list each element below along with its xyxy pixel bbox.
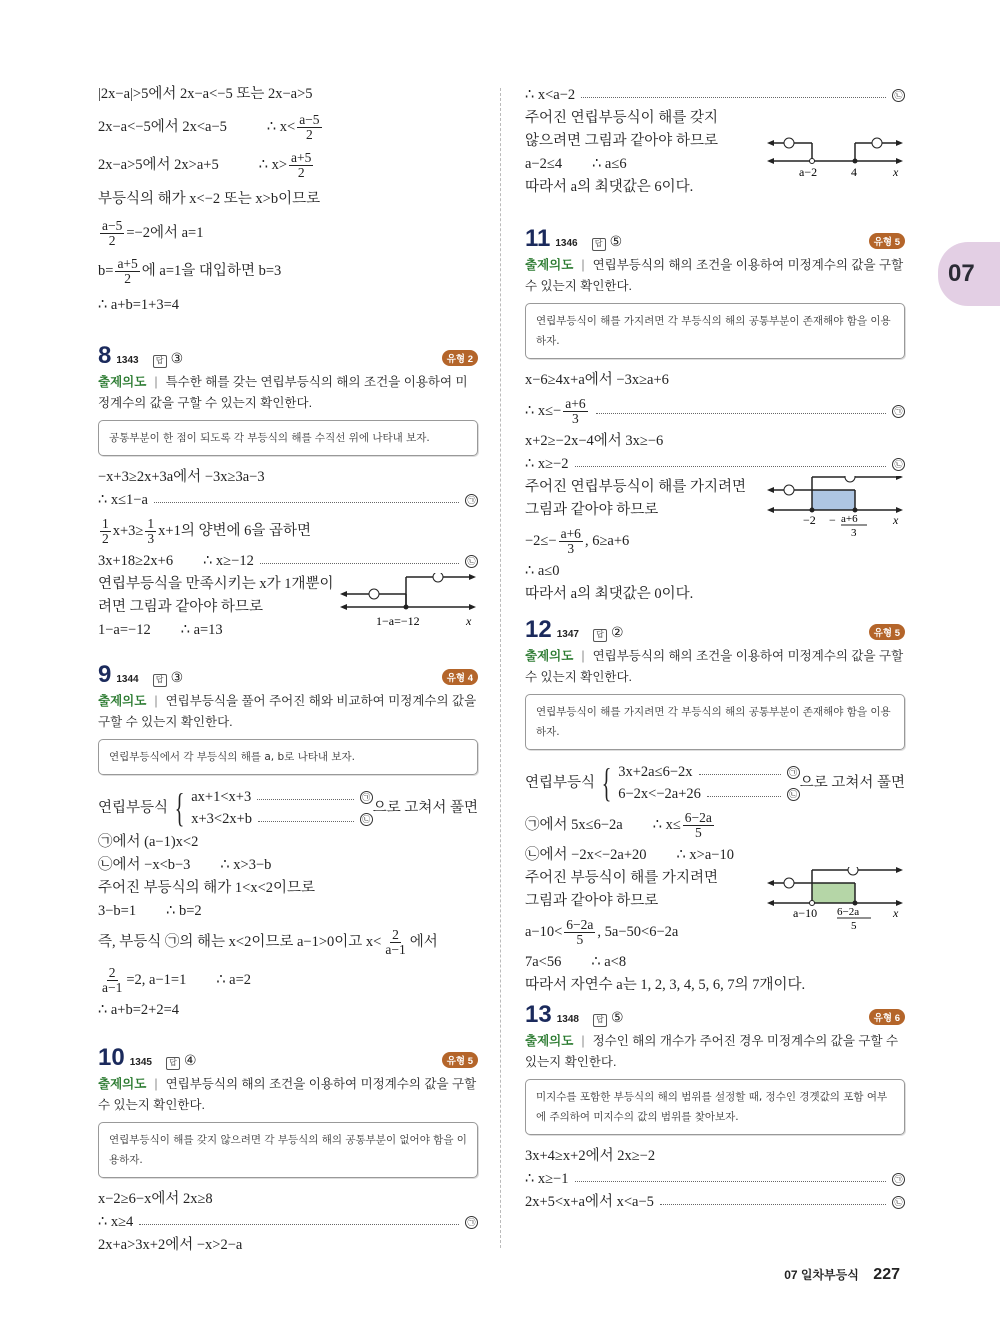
solution-line: |2x−a|>5에서 2x−a<−5 또는 2x−a>5: [98, 86, 313, 102]
right-column: [525, 84, 905, 1214]
solution-line: ∴ x<a−2 ㉡: [525, 84, 905, 107]
problem-header: 12 1347 답 ② 유형 5: [525, 616, 905, 646]
svg-text:1−a=−12: 1−a=−12: [376, 614, 420, 628]
answer-icon: 답: [153, 674, 167, 687]
solution-line: $\frac{a-5}{2}$ =−2에서 a=1: [102, 218, 204, 249]
problem-header: 10 1345 답 ④ 유형 5: [98, 1044, 478, 1074]
number-line-diagram: [765, 476, 905, 546]
svg-text:a+6: a+6: [841, 513, 858, 525]
solution-line: x+2≥−2x−4에서 3x≥−6: [525, 433, 664, 449]
answer-icon: 답: [593, 629, 607, 642]
svg-text:x: x: [466, 614, 472, 628]
fraction: $\frac{a-5}{2}$: [299, 112, 320, 143]
svg-text:4: 4: [851, 165, 857, 179]
inequality-system: 연립부등식 { ax+1<x+3 ㉠ x+3<2x+b ㉡ 으로 고쳐서 풀면: [98, 785, 478, 830]
solution-line: ∴ x≥−1 ㉠: [525, 1168, 905, 1191]
answer-icon: 답: [166, 1057, 180, 1070]
solution-line: 3−b=1 ∴ b=2: [98, 903, 202, 919]
hint-box: 연립부등식이 해를 가지려면 각 부등식의 해의 공통부분이 존재해야 함을 이용하자.: [525, 303, 905, 359]
type-badge: 유형 2: [442, 350, 478, 366]
number-line-diagram: [338, 573, 478, 633]
solution-line: $\frac{2}{a-1}$ =2, a−1=1 ∴ a=2: [102, 965, 252, 996]
problem-header: 11 1346 답 ⑤ 유형 5: [525, 225, 905, 255]
hint-box: 연립부등식이 해를 가지려면 각 부등식의 해의 공통부분이 존재해야 함을 이용하자.: [525, 694, 905, 750]
solution-block: 주어진 부등식이 해를 가지려면 그림과 같아야 하므로 a−10< $\frac{6-2a}{5}$ , 5a−50<6−2a 7a<56 ∴ a<8 따라서 자연수 a는 1, 2, 3, 4, 5, 6, 7의 7개이다. a−10 6−2a 5 x: [525, 867, 905, 987]
solution-line: 2x+5<x+a에서 x<a−5 ㉡: [525, 1191, 905, 1214]
hint-box: 미지수를 포함한 부등식의 해의 범위를 설정할 때, 정수인 경곗값의 포함 여부에 주의하여 미지수의 값의 범위를 찾아보자.: [525, 1079, 905, 1135]
svg-text:−: −: [829, 513, 836, 527]
number-line-diagram: [765, 867, 905, 937]
svg-text:6−2a: 6−2a: [837, 906, 860, 918]
svg-text:3: 3: [851, 527, 857, 539]
type-badge: 유형 5: [442, 1052, 478, 1068]
intent: 출제의도 | 특수한 해를 갖는 연립부등식의 해의 조건을 이용하여 미정계수의 값을 구할 수 있는지 확인한다.: [98, 375, 468, 410]
svg-text:a−10: a−10: [793, 906, 818, 920]
left-column: [98, 80, 478, 1257]
svg-text:a−2: a−2: [799, 165, 818, 179]
solution-block: 연립부등식을 만족시키는 x가 1개뿐이 려면 그림과 같아야 하므로 1−a=−12 ∴ a=13 1−a=−12 x: [98, 573, 478, 643]
solution-line: ∴ x≤− $\frac{a+6}{3}$ ㉠: [525, 392, 905, 430]
answer-icon: 답: [593, 1014, 607, 1027]
chapter-title: 07 일차부등식: [784, 1268, 859, 1282]
solution-block: 주어진 연립부등식이 해를 갖지 않으려면 그림과 같아야 하므로 a−2≤4 ∴ a≤6 따라서 a의 최댓값은 6이다. a−2 4 x: [525, 107, 905, 203]
problem-header: 8 1343 답 ③ 유형 2: [98, 342, 478, 372]
chapter-tab: 07: [938, 242, 1000, 306]
solution-line: 2x+a>3x+2에서 −x>2−a: [98, 1237, 243, 1253]
svg-text:x: x: [893, 906, 899, 920]
solution-line: 주어진 부등식의 해가 1<x<2이므로: [98, 880, 316, 896]
hint-box: 연립부등식이 해를 갖지 않으려면 각 부등식의 해의 공통부분이 없어야 함을 이용하자.: [98, 1122, 478, 1178]
page-number: 227: [873, 1266, 900, 1283]
page-footer: [784, 1266, 900, 1284]
svg-text:−2: −2: [803, 513, 816, 527]
solution-line: 부등식의 해가 x<−2 또는 x>b이므로: [98, 191, 321, 207]
solution-line: ㉡에서 −x<b−3 ∴ x>3−b: [98, 857, 272, 873]
inequality-system: 연립부등식 { 3x+2a≤6−2x ㉠ 6−2x<−2a+26 ㉡ 으로 고쳐서 풀면: [525, 760, 905, 805]
intent: 출제의도 | 정수인 해의 개수가 주어진 경우 미정계수의 값을 구할 수 있는지 확인한다.: [525, 1034, 899, 1069]
solution-line: ∴ x≤1−a ㉠: [98, 489, 478, 512]
solution-line: 즉, 부등식 ㉠의 해는 x<2이므로 a−1>0이고 x< $\frac{2}{a-1}$ 에서: [98, 927, 438, 958]
hint-box: 연립부등식에서 각 부등식의 해를 a, b로 나타내 보자.: [98, 739, 478, 775]
solution-line: ∴ a+b=2+2=4: [98, 1002, 179, 1018]
column-divider: [500, 88, 501, 1248]
intent: 출제의도 | 연립부등식을 풀어 주어진 해와 비교하여 미정계수의 값을 구할 수 있는지 확인한다.: [98, 694, 477, 729]
problem-header: 9 1344 답 ③ 유형 4: [98, 661, 478, 691]
svg-text:x: x: [893, 165, 899, 179]
svg-text:x: x: [893, 513, 899, 527]
type-badge: 유형 6: [869, 1009, 905, 1025]
solution-line: 3x+4≥x+2에서 2x≥−2: [525, 1148, 656, 1164]
intent: 출제의도 | 연립부등식의 해의 조건을 이용하여 미정계수의 값을 구할 수 있는지 확인한다.: [525, 649, 904, 684]
number-line-diagram: [765, 127, 905, 182]
type-badge: 유형 4: [442, 669, 478, 685]
solution-line: ∴ a+b=1+3=4: [98, 297, 179, 313]
type-badge: 유형 5: [869, 624, 905, 640]
intent: 출제의도 | 연립부등식의 해의 조건을 이용하여 미정계수의 값을 구할 수 있는지 확인한다.: [98, 1077, 477, 1112]
solution-block: 주어진 연립부등식이 해를 가지려면 그림과 같아야 하므로 −2≤− $\frac{a+6}{3}$ , 6≥a+6 ∴ a≤0 따라서 a의 최댓값은 0이다. −2 − a+6 3 x: [525, 476, 905, 606]
problem-header: 13 1348 답 ⑤ 유형 6: [525, 1001, 905, 1031]
solution-line: b= $\frac{a+5}{2}$ 에 a=1을 대입하면 b=3: [98, 256, 282, 287]
hint-box: 공통부분이 한 점이 되도록 각 부등식의 해를 수직선 위에 나타내 보자.: [98, 420, 478, 456]
solution-line: x−2≥6−x에서 2x≥8: [98, 1191, 213, 1207]
solution-line: ∴ x≥−2 ㉡: [525, 453, 905, 476]
answer-icon: 답: [592, 238, 606, 251]
solution-line: ㉠에서 5x≤6−2a ∴ x≤ $\frac{6-2a}{5}$: [525, 810, 712, 841]
type-badge: 유형 5: [869, 233, 905, 249]
solution-line: $\frac{1}{2}$ x+3≥ $\frac{1}{3}$ x+1의 양변에 6을 곱하면: [102, 516, 311, 547]
solution-line: ㉡에서 −2x<−2a+20 ∴ x>a−10: [525, 847, 734, 863]
answer-icon: 답: [153, 355, 167, 368]
solution-line: x−6≥4x+a에서 −3x≥a+6: [525, 372, 669, 388]
svg-text:5: 5: [851, 920, 857, 932]
solution-line: 2x−a<−5에서 2x<a−5 ∴ x< $\frac{a-5}{2}$: [98, 112, 320, 143]
solution-line: ㉠에서 (a−1)x<2: [98, 834, 199, 850]
solution-line: ∴ x≥4 ㉠: [98, 1211, 478, 1234]
solution-line: −x+3≥2x+3a에서 −3x≥3a−3: [98, 469, 265, 485]
solution-line: 3x+18≥2x+6 ∴ x≥−12 ㉡: [98, 550, 478, 573]
intent: 출제의도 | 연립부등식의 해의 조건을 이용하여 미정계수의 값을 구할 수 있는지 확인한다.: [525, 258, 904, 293]
solution-line: 2x−a>5에서 2x>a+5 ∴ x> $\frac{a+5}{2}$: [98, 150, 312, 181]
